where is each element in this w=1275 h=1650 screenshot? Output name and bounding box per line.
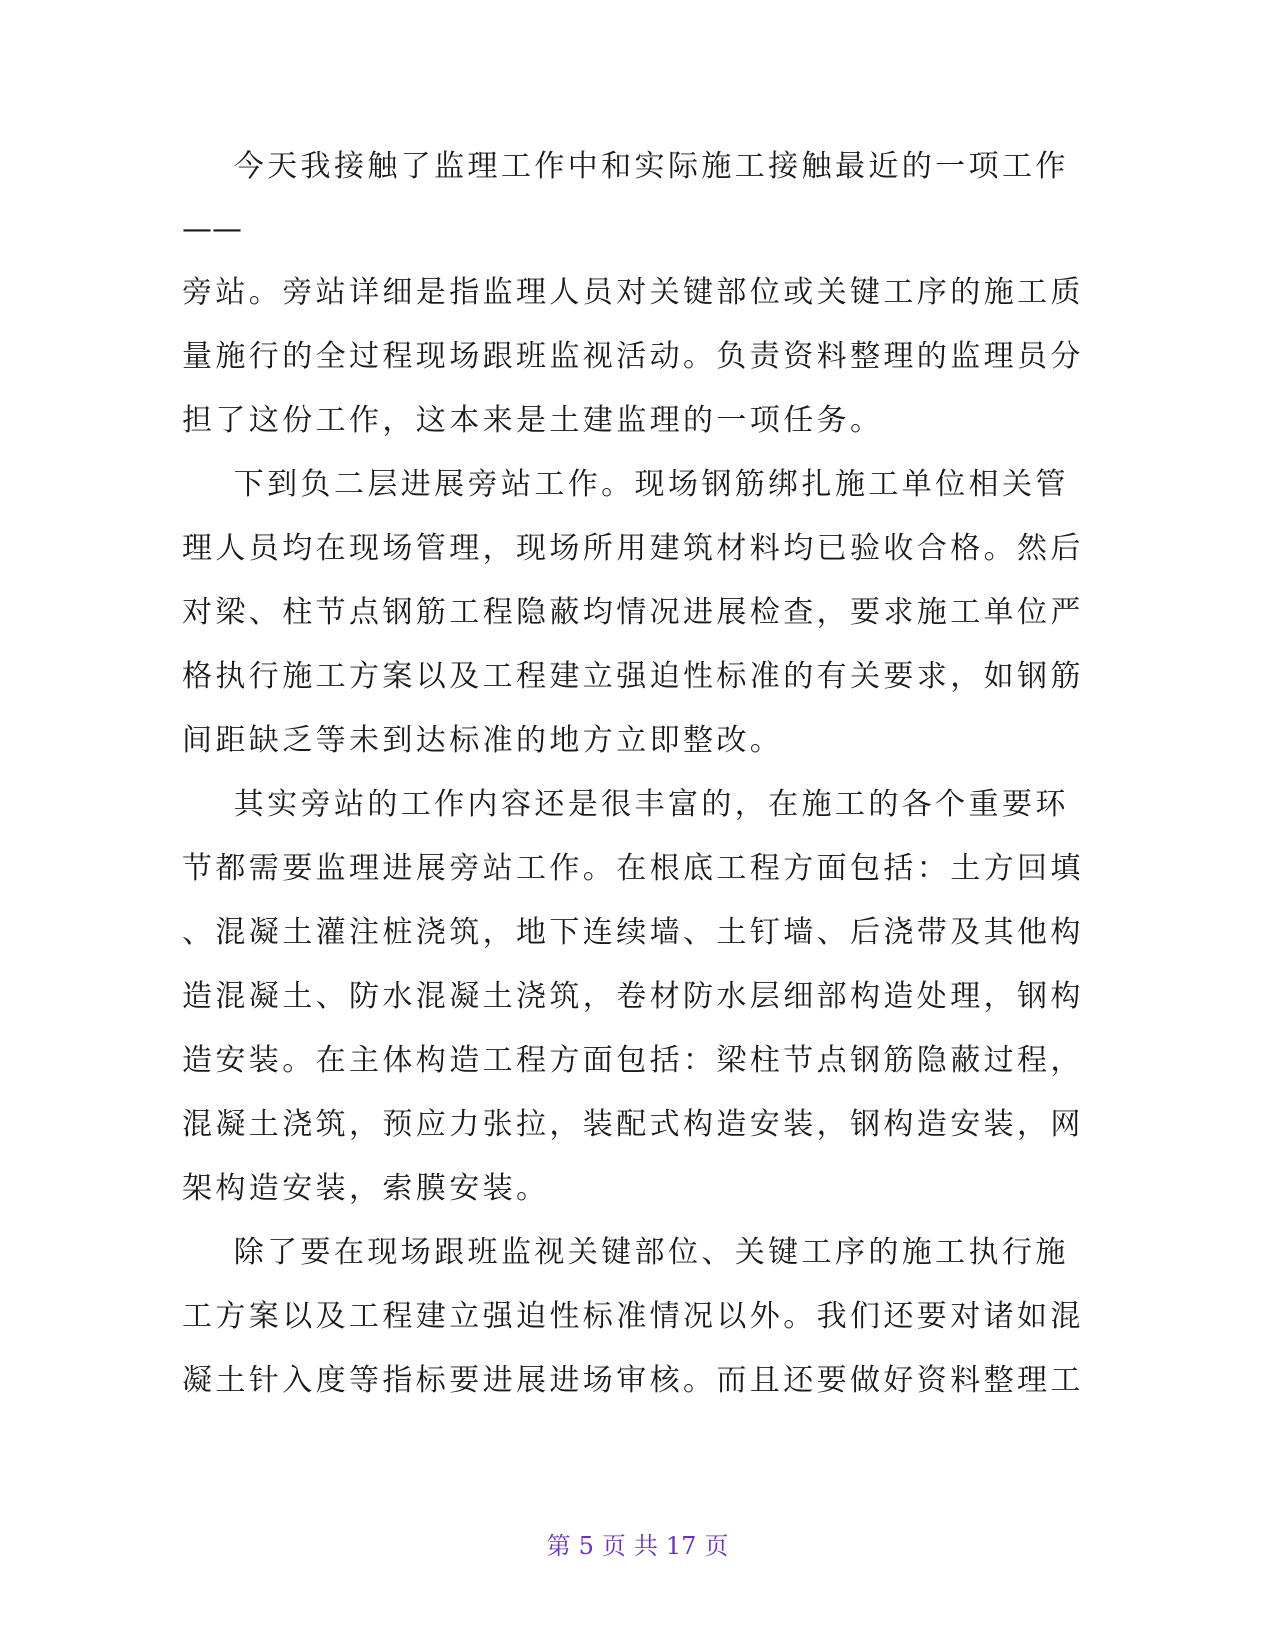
footer-label-ye2: 页	[704, 1532, 729, 1560]
text-line: 凝土针入度等指标要进展进场审核。而且还要做好资料整理工	[182, 1363, 1084, 1398]
text-line: 下到负二层进展旁站工作。现场钢筋绑扎施工单位相关管	[182, 467, 1069, 502]
text-line: 其实旁站的工作内容还是很丰富的，在施工的各个重要环	[182, 787, 1069, 822]
text-line: 对梁、柱节点钢筋工程隐蔽均情况进展检查，要求施工单位严	[182, 595, 1084, 630]
footer-label-di: 第	[546, 1532, 571, 1560]
text-line: 理人员均在现场管理，现场所用建筑材料均已验收合格。然后	[182, 531, 1084, 566]
footer-label-gong: 共	[633, 1532, 658, 1560]
footer-total-pages: 17	[665, 1532, 697, 1560]
text-line: 旁站。旁站详细是指监理人员对关键部位或关键工序的施工质	[182, 275, 1084, 310]
text-line: 混凝土浇筑，预应力张拉，装配式构造安装，钢构造安装，网	[182, 1107, 1084, 1142]
text-line: 、混凝土灌注桩浇筑，地下连续墙、土钉墙、后浇带及其他构	[182, 915, 1084, 950]
text-line: 造安装。在主体构造工程方面包括：梁柱节点钢筋隐蔽过程，	[182, 1043, 1084, 1078]
text-line: 间距缺乏等未到达标准的地方立即整改。	[182, 723, 784, 758]
page-footer	[0, 1526, 1275, 1561]
text-line: 除了要在现场跟班监视关键部位、关键工序的施工执行施	[182, 1235, 1069, 1270]
text-line: 架构造安装，索膜安装。	[182, 1171, 550, 1206]
text-line: 节都需要监理进展旁站工作。在根底工程方面包括：土方回填	[182, 851, 1084, 886]
text-line: 格执行施工方案以及工程建立强迫性标准的有关要求，如钢筋	[182, 659, 1084, 694]
document-body	[182, 135, 1084, 1413]
text-line: 今天我接触了监理工作中和实际施工接触最近的一项工作	[182, 149, 1069, 184]
text-line: ——	[182, 212, 242, 247]
text-line: 担了这份工作，这本来是土建监理的一项任务。	[182, 403, 884, 438]
text-line: 造混凝土、防水混凝土浇筑，卷材防水层细部构造处理，钢构	[182, 979, 1084, 1014]
footer-current-page: 5	[578, 1532, 594, 1560]
text-line: 量施行的全过程现场跟班监视活动。负责资料整理的监理员分	[182, 339, 1084, 374]
footer-label-ye: 页	[601, 1532, 626, 1560]
text-line: 工方案以及工程建立强迫性标准情况以外。我们还要对诸如混	[182, 1299, 1084, 1334]
